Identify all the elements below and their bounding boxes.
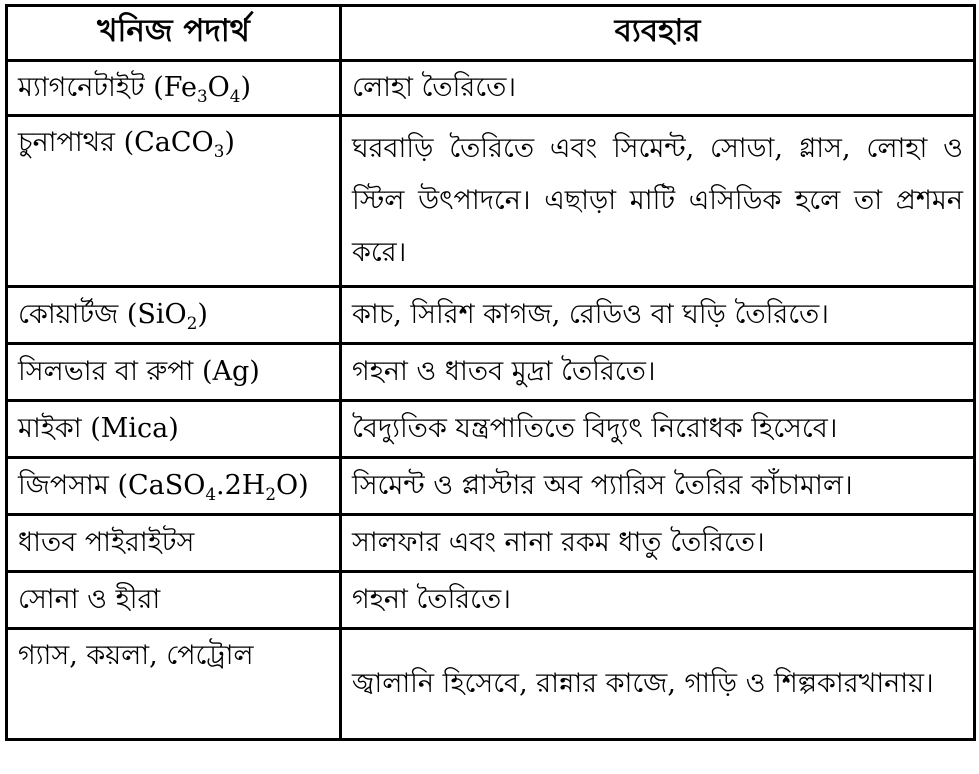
mineral-cell: [7, 401, 341, 458]
mineral-cell: [7, 515, 341, 572]
table-row: [7, 287, 975, 344]
header-row: [7, 6, 975, 61]
mineral-formula: (Ag): [201, 356, 260, 387]
minerals-usage-table: [5, 4, 976, 741]
usage-cell: সালফার এবং নানা রকম ধাতু তৈরিতে।: [341, 515, 975, 572]
mineral-name: ধাতব পাইরাইটস: [18, 527, 195, 558]
mineral-cell: [7, 61, 341, 116]
usage-cell: সিমেন্ট ও প্লাস্টার অব প্যারিস তৈরির কাঁচামাল।: [341, 458, 975, 515]
mineral-name: গ্যাস, কয়লা, পেট্রোল: [18, 640, 254, 671]
usage-cell: কাচ, সিরিশ কাগজ, রেডিও বা ঘড়ি তৈরিতে।: [341, 287, 975, 344]
usage-cell: জ্বালানি হিসেবে, রান্নার কাজে, গাড়ি ও শিল্পকারখানায়।: [341, 629, 975, 740]
mineral-name: সোনা ও হীরা: [18, 584, 161, 615]
usage-cell: গহনা তৈরিতে।: [341, 572, 975, 629]
mineral-name: চুনাপাথর: [18, 127, 116, 158]
table-row: [7, 629, 975, 740]
usage-cell: ঘরবাড়ি তৈরিতে এবং সিমেন্ট, সোডা, গ্লাস, লোহা ও স্টিল উৎপাদনে। এছাড়া মাটি এসিডিক হলে তা প্রশমন করে।: [341, 116, 975, 287]
table-row: [7, 116, 975, 287]
mineral-cell: [7, 116, 341, 287]
table-row: [7, 344, 975, 401]
mineral-formula: $(CaSO_4.2H_2O)$: [117, 470, 309, 504]
usage-cell: লোহা তৈরিতে।: [341, 61, 975, 116]
mineral-cell: [7, 458, 341, 515]
mineral-formula: (Mica): [90, 413, 179, 444]
table-row: [7, 401, 975, 458]
table-row: [7, 572, 975, 629]
usage-cell: বৈদ্যুতিক যন্ত্রপাতিতে বিদ্যুৎ নিরোধক হিসেবে।: [341, 401, 975, 458]
mineral-cell: [7, 629, 341, 740]
usage-cell: গহনা ও ধাতব মুদ্রা তৈরিতে।: [341, 344, 975, 401]
mineral-name: কোয়ার্টজ: [18, 299, 119, 330]
table-row: [7, 61, 975, 116]
mineral-name: জিপসাম: [18, 470, 109, 501]
header-mineral: খনিজ পদার্থ: [7, 6, 341, 61]
table-row: [7, 458, 975, 515]
mineral-name: মাইকা: [18, 413, 82, 444]
mineral-cell: [7, 572, 341, 629]
table-row: [7, 515, 975, 572]
mineral-name: সিলভার বা রুপা: [18, 356, 194, 387]
mineral-name: ম্যাগনেটাইট: [18, 72, 145, 103]
mineral-formula: (CaCO$_3$): [123, 127, 235, 161]
mineral-cell: [7, 344, 341, 401]
mineral-formula: (SiO$_2$): [126, 299, 208, 333]
mineral-cell: [7, 287, 341, 344]
mineral-formula: $(Fe_3O_4)$: [153, 72, 251, 106]
header-usage: ব্যবহার: [341, 6, 975, 61]
